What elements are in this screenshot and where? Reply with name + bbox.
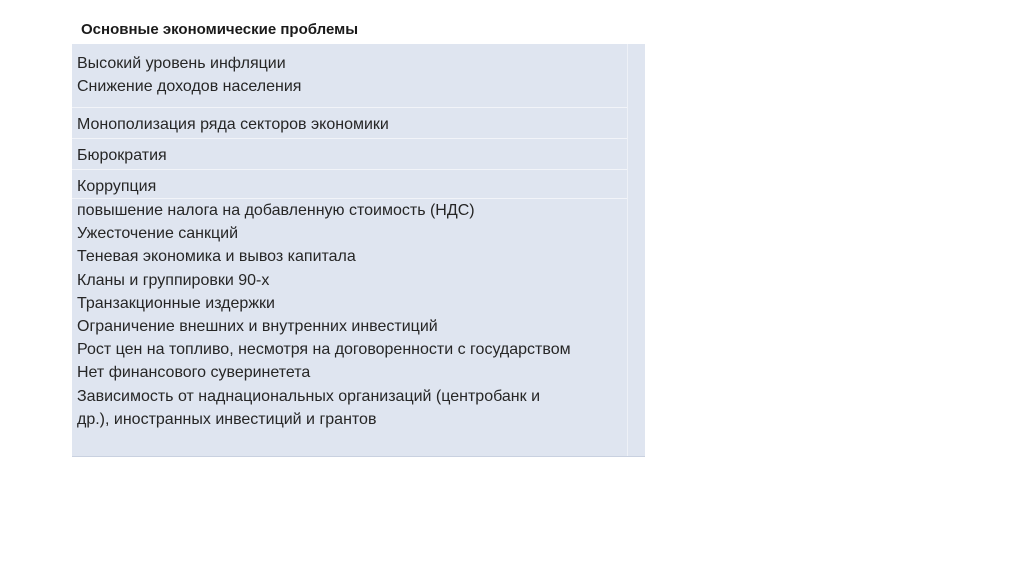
table-cell-text: повышение налога на добавленную стоимость (НДС) (77, 202, 475, 219)
table-cell-text: Монополизация ряда секторов экономики (77, 116, 389, 133)
table-cell-text: Кланы и группировки 90-х (77, 271, 270, 289)
table-cell-text: Ограничение внешних и внутренних инвестиций (77, 318, 438, 336)
slide-heading: Основные экономические проблемы (81, 21, 359, 38)
table-cell-text: Ужесточение санкций (77, 225, 239, 243)
table-cell-text: Высокий уровень инфляции (77, 55, 286, 72)
problems-table (72, 44, 645, 457)
table-cell-text: Бюрократия (77, 147, 167, 164)
table-row (72, 107, 627, 138)
table-cell-text: Зависимость от наднациональных организаций (центробанк и (77, 387, 541, 405)
table-row (72, 44, 627, 107)
table-cell-text: Коррупция (77, 178, 157, 195)
table-cell-text: Транзакционные издержки (77, 294, 275, 312)
table-cell-text: Рост цен на топливо, несмотря на договоренности с государством (77, 341, 571, 359)
table-cell-text: др.), иностранных инвестиций и грантов (77, 410, 377, 428)
table-cell-text: Нет финансового суверинетета (77, 364, 311, 382)
table-cell-text: Снижение доходов населения (77, 78, 302, 96)
table-row (72, 198, 627, 456)
table-row (72, 138, 627, 169)
table-row (72, 169, 627, 200)
table-cell-text: Теневая экономика и вывоз капитала (77, 248, 356, 266)
